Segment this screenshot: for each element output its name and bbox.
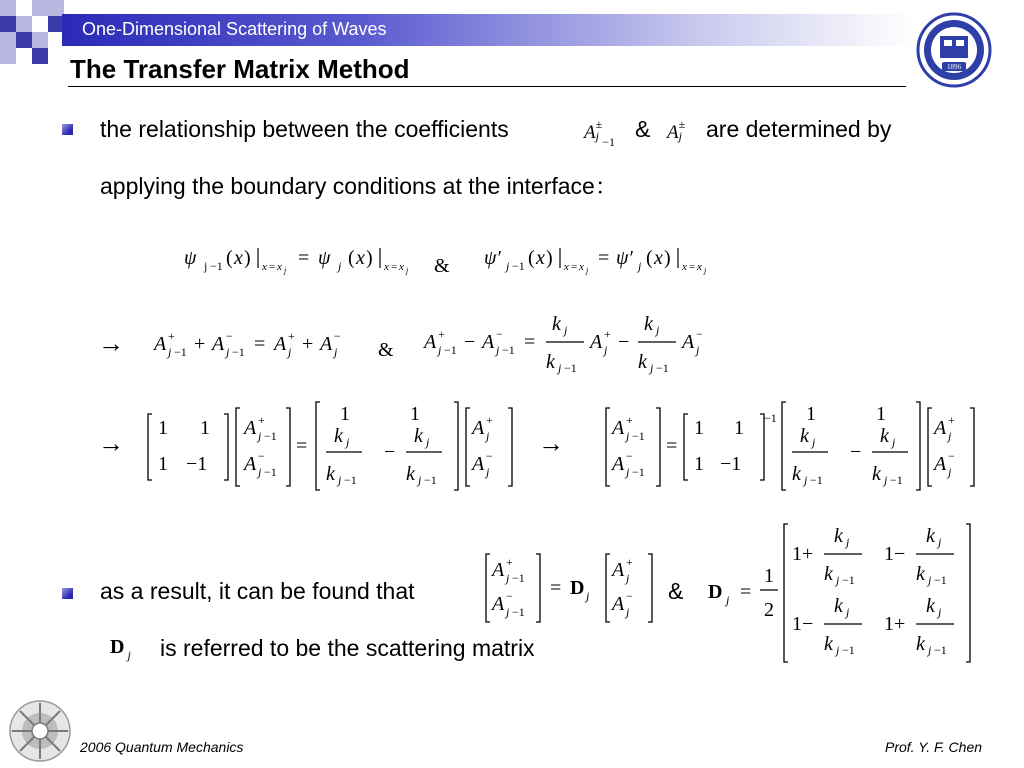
svg-text:j: j <box>506 571 510 585</box>
arrow-2: → <box>98 428 124 458</box>
bullet-icon <box>62 124 73 135</box>
svg-text:j: j <box>226 345 230 359</box>
svg-text:j: j <box>406 266 409 275</box>
svg-text:x: x <box>682 261 687 273</box>
svg-text:j: j <box>836 643 840 657</box>
svg-text:j: j <box>626 571 630 585</box>
svg-text:=: = <box>550 577 562 599</box>
bullet1-amp: & <box>635 116 651 142</box>
svg-text:2: 2 <box>764 599 774 621</box>
svg-text:j: j <box>258 465 262 479</box>
coef-A-jminus1: A ± j $_{-1}$ <box>584 117 615 149</box>
svg-text:k: k <box>800 425 809 447</box>
svg-text:−1: −1 <box>720 453 742 475</box>
svg-text:A: A <box>612 593 625 615</box>
svg-text:−1: −1 <box>632 465 645 479</box>
svg-text:+: + <box>604 327 611 341</box>
svg-text:x: x <box>399 261 404 273</box>
svg-text:A: A <box>244 453 257 475</box>
svg-text:j: j <box>564 323 568 337</box>
footer-author: Prof. Y. F. Chen <box>885 739 983 755</box>
svg-text:1+: 1+ <box>792 543 814 565</box>
svg-text:−: − <box>464 331 476 353</box>
svg-text:k: k <box>916 563 925 585</box>
svg-text:−1: −1 <box>512 605 525 619</box>
svg-text:−: − <box>626 449 633 463</box>
svg-text:−1: −1 <box>424 473 437 487</box>
svg-text:j: j <box>604 343 608 357</box>
svg-text:−: − <box>506 589 513 603</box>
svg-text:−: − <box>334 329 341 343</box>
svg-text:k: k <box>926 595 935 617</box>
scattering-matrix-equation <box>480 548 660 628</box>
svg-text:j: j <box>704 266 707 275</box>
bullet2-text: as a result, it can be found that <box>100 578 415 604</box>
svg-text:j: j <box>928 643 932 657</box>
svg-text:j: j <box>892 435 896 449</box>
svg-text:=: = <box>296 435 308 457</box>
svg-text:+: + <box>486 413 493 427</box>
svg-text:A: A <box>424 331 437 353</box>
svg-text:1−: 1− <box>792 613 814 635</box>
svg-text:k: k <box>872 463 881 485</box>
svg-text:j: j <box>338 259 342 273</box>
svg-text:(: ( <box>348 247 355 269</box>
svg-text:−1: −1 <box>512 571 525 585</box>
svg-text:−: − <box>226 329 233 343</box>
header-subject: One-Dimensional Scattering of Waves <box>82 19 387 39</box>
svg-text:A: A <box>590 331 603 353</box>
svg-text:j: j <box>558 361 562 375</box>
svg-text:−: − <box>850 441 862 463</box>
svg-text:k: k <box>414 425 423 447</box>
svg-text:j: j <box>948 465 952 479</box>
svg-text:A: A <box>212 333 225 355</box>
svg-text:−1: −1 <box>890 473 903 487</box>
svg-text:1: 1 <box>158 417 168 439</box>
svg-text:=: = <box>666 435 678 457</box>
svg-text:x: x <box>384 261 389 273</box>
bullet-icon <box>62 588 73 599</box>
svg-text:D: D <box>708 581 723 603</box>
svg-text:A: A <box>934 453 947 475</box>
svg-text:−1: −1 <box>344 473 357 487</box>
svg-text:A: A <box>482 331 495 353</box>
svg-text:=: = <box>298 247 310 269</box>
svg-text:+: + <box>626 413 633 427</box>
svg-text:1: 1 <box>158 453 168 475</box>
boundary-condition-equations <box>180 238 740 278</box>
svg-text:x: x <box>234 247 243 269</box>
svg-text:k: k <box>824 633 833 655</box>
svg-text:j: j <box>638 259 642 273</box>
logo-year: 1896 <box>947 63 961 71</box>
svg-text:−1: −1 <box>264 429 277 443</box>
svg-text:A: A <box>472 417 485 439</box>
svg-text:j: j <box>938 535 942 549</box>
svg-text:−1: −1 <box>512 259 525 273</box>
svg-text:j: j <box>812 435 816 449</box>
svg-text:j: j <box>338 473 342 487</box>
svg-text:k: k <box>880 425 889 447</box>
svg-text:1: 1 <box>694 417 704 439</box>
svg-text:A: A <box>612 559 625 581</box>
svg-text:=: = <box>254 333 266 355</box>
svg-text:A: A <box>154 333 167 355</box>
matrix-equation-2 <box>596 398 986 494</box>
svg-text:+: + <box>288 329 295 343</box>
svg-text:−1: −1 <box>842 573 855 587</box>
svg-text:x: x <box>697 261 702 273</box>
svg-text:): ) <box>366 247 373 269</box>
svg-text:A: A <box>612 417 625 439</box>
svg-text:j: j <box>656 323 660 337</box>
svg-text:ψ: ψ <box>184 247 197 269</box>
svg-text:A: A <box>492 559 505 581</box>
svg-text:1: 1 <box>876 403 886 425</box>
svg-text:A: A <box>274 333 287 355</box>
svg-text:ψ′: ψ′ <box>484 247 501 269</box>
svg-text:(: ( <box>646 247 653 269</box>
svg-text:j: j <box>846 535 850 549</box>
svg-text:k: k <box>834 525 843 547</box>
svg-text:1: 1 <box>410 403 420 425</box>
svg-text:A: A <box>320 333 333 355</box>
svg-text:ψ′: ψ′ <box>616 247 633 269</box>
svg-text:): ) <box>664 247 671 269</box>
svg-text:−1: −1 <box>210 259 223 273</box>
svg-text:j: j <box>346 435 350 449</box>
bullet1-line2: applying the boundary conditions at the interface： <box>100 173 618 199</box>
svg-text:A: A <box>472 453 485 475</box>
svg-text:−1: −1 <box>764 411 777 425</box>
svg-text:+: + <box>948 413 955 427</box>
svg-text:−1: −1 <box>232 345 245 359</box>
svg-text:−1: −1 <box>810 473 823 487</box>
svg-text:j: j <box>836 573 840 587</box>
svg-text:=: = <box>740 581 752 603</box>
svg-text:j: j <box>626 605 630 619</box>
svg-text:j: j <box>506 605 510 619</box>
svg-text:+: + <box>302 333 314 355</box>
svg-text:k: k <box>326 463 335 485</box>
svg-text:j: j <box>884 473 888 487</box>
svg-text:j: j <box>586 266 589 275</box>
eq1-amp: & <box>434 255 450 277</box>
svg-text:(: ( <box>226 247 233 269</box>
svg-text:j: j <box>258 429 262 443</box>
svg-text:j: j <box>586 589 590 603</box>
svg-text:j: j <box>496 343 500 357</box>
svg-text:j: j <box>846 605 850 619</box>
coef-A-j: A ± j <box>667 117 686 143</box>
department-logo <box>4 698 76 764</box>
svg-text:j: j <box>288 345 292 359</box>
svg-text:+: + <box>506 555 513 569</box>
svg-text:): ) <box>546 247 553 269</box>
svg-text:x: x <box>356 247 365 269</box>
svg-text:−1: −1 <box>502 343 515 357</box>
svg-text:D: D <box>570 577 585 599</box>
svg-text:+: + <box>194 333 206 355</box>
svg-text:k: k <box>644 313 653 335</box>
D-j-symbol: D $_j$ <box>110 636 131 662</box>
svg-text:−1: −1 <box>656 361 669 375</box>
svg-text:−: − <box>486 449 493 463</box>
svg-text:−1: −1 <box>186 453 208 475</box>
svg-text:+: + <box>438 327 445 341</box>
svg-text:−1: −1 <box>564 361 577 375</box>
svg-text:−: − <box>696 327 703 341</box>
svg-text:1: 1 <box>200 417 210 439</box>
svg-text:j: j <box>626 465 630 479</box>
svg-text:−1: −1 <box>174 345 187 359</box>
arrow-3: → <box>538 428 564 458</box>
svg-text:=: = <box>598 247 610 269</box>
svg-text:1−: 1− <box>884 543 906 565</box>
footer-course: 2006 Quantum Mechanics <box>80 739 244 755</box>
svg-text:=: = <box>571 261 578 273</box>
svg-text:x: x <box>536 247 545 269</box>
svg-text:−: − <box>948 449 955 463</box>
svg-text:−1: −1 <box>934 643 947 657</box>
svg-text:+: + <box>258 413 265 427</box>
svg-text:1: 1 <box>806 403 816 425</box>
svg-text:j: j <box>486 429 490 443</box>
svg-text:A: A <box>492 593 505 615</box>
svg-text:−1: −1 <box>632 429 645 443</box>
svg-text:x: x <box>277 261 282 273</box>
svg-text:1: 1 <box>694 453 704 475</box>
svg-text:A: A <box>682 331 695 353</box>
svg-text:(: ( <box>528 247 535 269</box>
svg-text:=: = <box>269 261 276 273</box>
svg-text:j: j <box>626 429 630 443</box>
matrix-equation-1 <box>140 398 520 494</box>
coefficient-equations <box>150 310 720 380</box>
svg-text:+: + <box>626 555 633 569</box>
svg-text:j: j <box>804 473 808 487</box>
svg-text:=: = <box>524 331 536 353</box>
svg-text:k: k <box>552 313 561 335</box>
svg-text:j: j <box>696 343 700 357</box>
svg-text:x: x <box>262 261 267 273</box>
svg-text:A: A <box>244 417 257 439</box>
svg-text:1: 1 <box>734 417 744 439</box>
bullet1-line1-end: are determined by <box>706 116 892 142</box>
svg-text:): ) <box>244 247 251 269</box>
svg-text:−1: −1 <box>264 465 277 479</box>
svg-text:j: j <box>948 429 952 443</box>
svg-text:j: j <box>334 345 338 359</box>
svg-text:−: − <box>496 327 503 341</box>
svg-text:j: j <box>928 573 932 587</box>
svg-text:k: k <box>334 425 343 447</box>
svg-text:x: x <box>654 247 663 269</box>
svg-text:1: 1 <box>340 403 350 425</box>
university-logo <box>916 12 992 88</box>
svg-text:=: = <box>391 261 398 273</box>
svg-text:k: k <box>926 525 935 547</box>
svg-text:A: A <box>934 417 947 439</box>
slide-title: The Transfer Matrix Method <box>70 54 410 84</box>
svg-text:−1: −1 <box>934 573 947 587</box>
svg-text:k: k <box>834 595 843 617</box>
svg-text:j: j <box>726 593 730 607</box>
bullet2-amp: & <box>668 578 684 604</box>
svg-text:j: j <box>204 259 208 273</box>
svg-text:j: j <box>168 345 172 359</box>
svg-text:=: = <box>689 261 696 273</box>
svg-text:j: j <box>438 343 442 357</box>
svg-text:j: j <box>284 266 287 275</box>
svg-text:1: 1 <box>764 565 774 587</box>
svg-text:−1: −1 <box>444 343 457 357</box>
title-divider <box>68 86 906 87</box>
bullet1-line1: the relationship between the coefficients <box>100 116 509 142</box>
svg-text:j: j <box>486 465 490 479</box>
svg-text:j: j <box>506 259 510 273</box>
svg-text:x: x <box>579 261 584 273</box>
svg-text:A: A <box>612 453 625 475</box>
svg-text:−1: −1 <box>842 643 855 657</box>
eq2-amp: & <box>378 339 394 361</box>
svg-text:+: + <box>168 329 175 343</box>
scattering-matrix-note: is referred to be the scattering matrix <box>160 635 535 661</box>
svg-text:−: − <box>618 331 630 353</box>
svg-text:k: k <box>638 351 647 373</box>
svg-text:j: j <box>418 473 422 487</box>
svg-text:ψ: ψ <box>318 247 331 269</box>
svg-text:1+: 1+ <box>884 613 906 635</box>
svg-text:k: k <box>546 351 555 373</box>
arrow-1: → <box>98 328 124 358</box>
svg-text:−: − <box>384 441 396 463</box>
D-matrix-definition <box>704 518 984 668</box>
svg-text:k: k <box>792 463 801 485</box>
svg-text:j: j <box>938 605 942 619</box>
svg-text:−: − <box>258 449 265 463</box>
svg-text:x: x <box>564 261 569 273</box>
svg-text:k: k <box>916 633 925 655</box>
svg-text:k: k <box>406 463 415 485</box>
svg-text:j: j <box>426 435 430 449</box>
svg-text:j: j <box>650 361 654 375</box>
svg-text:−: − <box>626 589 633 603</box>
svg-text:k: k <box>824 563 833 585</box>
